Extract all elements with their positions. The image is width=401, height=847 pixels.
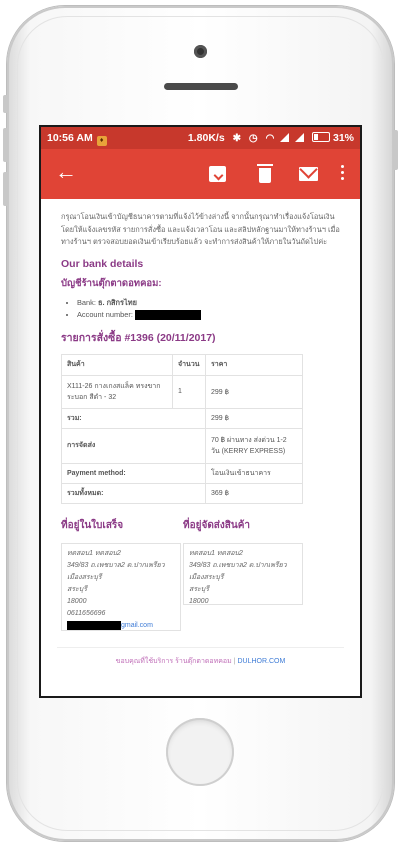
shipping-value: 70 ฿ ผ่านทาง ส่งด่วน 1-2 วัน (KERRY EXPRESS)	[206, 428, 303, 463]
status-bar	[41, 127, 360, 149]
billing-line: ทดสอบ1 ทดสอบ2	[67, 550, 121, 557]
volume-up-button	[3, 128, 8, 162]
power-button	[393, 130, 398, 170]
battery-percent: 31%	[332, 132, 354, 144]
shipping-label: การจัดส่ง	[62, 428, 206, 463]
shipping-title: ที่อยู่จัดส่งสินค้า	[183, 520, 251, 531]
item-qty: 1	[173, 375, 206, 408]
signal-icon	[280, 133, 289, 142]
account-label: Account number:	[77, 309, 135, 319]
wifi-icon: ◠	[265, 133, 275, 144]
redacted-account-number	[135, 310, 201, 320]
battery-icon	[312, 132, 330, 142]
total-label: รวมทั้งหมด:	[62, 483, 206, 503]
bank-list	[61, 297, 342, 321]
email-link[interactable]: gmail.com	[121, 622, 153, 629]
bank-details-heading: Our bank details	[61, 257, 144, 270]
billing-line: สระบุรี	[67, 586, 87, 593]
home-button[interactable]	[166, 718, 234, 786]
shipping-line: เมืองสระบุรี	[189, 574, 224, 581]
mute-switch	[3, 95, 8, 113]
header-product: สินค้า	[62, 354, 173, 375]
payment-value: โอนเงินเข้าธนาคาร	[206, 463, 303, 483]
shipping-line: ทดสอบ1 ทดสอบ2	[189, 550, 243, 557]
subtotal-label: รวม:	[62, 408, 206, 428]
footer-domain-link[interactable]: DULHOR.COM	[237, 658, 286, 665]
app-toolbar	[41, 149, 360, 199]
table-header-row	[62, 354, 303, 375]
shipping-line: สระบุรี	[189, 586, 209, 593]
table-row	[62, 483, 303, 503]
order-table	[61, 354, 303, 504]
billing-title: ที่อยู่ในใบเสร็จ	[61, 520, 124, 531]
intro-paragraph: กรุณาโอนเงินเข้าบัญชีธนาคารตามที่แจ้งไว้ข้างล่างนี้ จากนั้นกรุณาทำเรื่องแจ้งโอนเงิน โดยให้แจ้งเลขรหัส รายการสั่งซื้อ และแจ้งเวลาโอน และสลิปหลักฐานมาให้ทางร้านฯ เมื่อทางร้านฯ ตรวจสอบยอดเงินเข้าเรียบร้อยแล้ว จะทำการส่งสินค้าให้ภายในวันถัดไปค่ะ	[61, 212, 340, 246]
phone-screen	[39, 125, 362, 698]
table-row	[62, 428, 303, 463]
billing-phone: 0611656696	[67, 610, 106, 617]
payment-label: Payment method:	[62, 463, 206, 483]
billing-line: 18000	[67, 598, 87, 605]
header-price: ราคา	[206, 354, 303, 375]
archive-icon[interactable]	[209, 166, 226, 182]
footer-text: ขอบคุณที่ใช้บริการ ร้านตุ๊กตาดอทคอม	[115, 658, 232, 665]
table-row	[62, 375, 303, 408]
shipping-line: 18000	[189, 598, 209, 605]
status-time: 10:56 AM	[47, 132, 93, 144]
bank-item	[77, 297, 342, 309]
mail-icon[interactable]	[299, 167, 318, 181]
network-speed: 1.80K/s	[187, 132, 225, 144]
account-item	[77, 309, 342, 321]
shipping-line: 349/83 ถ.เพชบาล2 ต.ปากเพรียว	[189, 562, 287, 569]
earpiece-speaker	[164, 83, 238, 90]
table-row	[62, 408, 303, 428]
email-footer	[57, 647, 344, 667]
front-camera	[194, 45, 207, 58]
bank-store-heading: บัญชีร้านตุ๊กตาดอทคอม:	[61, 277, 162, 289]
footer-separator: |	[231, 658, 238, 665]
shipping-box	[183, 543, 303, 605]
billing-email[interactable]	[67, 620, 175, 632]
total-value: 369 ฿	[206, 483, 303, 503]
more-vert-icon[interactable]	[341, 165, 344, 183]
back-arrow-icon[interactable]: ←	[55, 159, 77, 184]
table-row	[62, 463, 303, 483]
billing-line: เมืองสระบุรี	[67, 574, 102, 581]
app-notification-icon: ♦	[97, 136, 107, 146]
bluetooth-icon: ✱	[232, 133, 241, 144]
item-price: 299 ฿	[206, 375, 303, 408]
bank-label: Bank:	[77, 297, 98, 307]
shipping-address	[183, 518, 303, 605]
billing-line: 349/83 ถ.เพชบาล2 ต.ปากเพรียว	[67, 562, 165, 569]
trash-icon[interactable]	[259, 168, 271, 183]
billing-address	[61, 518, 181, 631]
bank-name: ธ. กสิกรไทย	[97, 297, 137, 307]
signal-icon-2	[295, 133, 304, 142]
volume-down-button	[3, 172, 8, 206]
order-title: รายการสั่งซื้อ #1396 (20/11/2017)	[61, 331, 216, 344]
header-qty: จำนวน	[173, 354, 206, 375]
subtotal-value: 299 ฿	[206, 408, 303, 428]
billing-box	[61, 543, 181, 631]
alarm-icon: ◷	[248, 133, 258, 144]
item-name: X111-26 กางเกงสแล็ค ทรงขากระบอก สีดำ - 32	[62, 375, 173, 408]
redacted-email	[67, 621, 121, 630]
